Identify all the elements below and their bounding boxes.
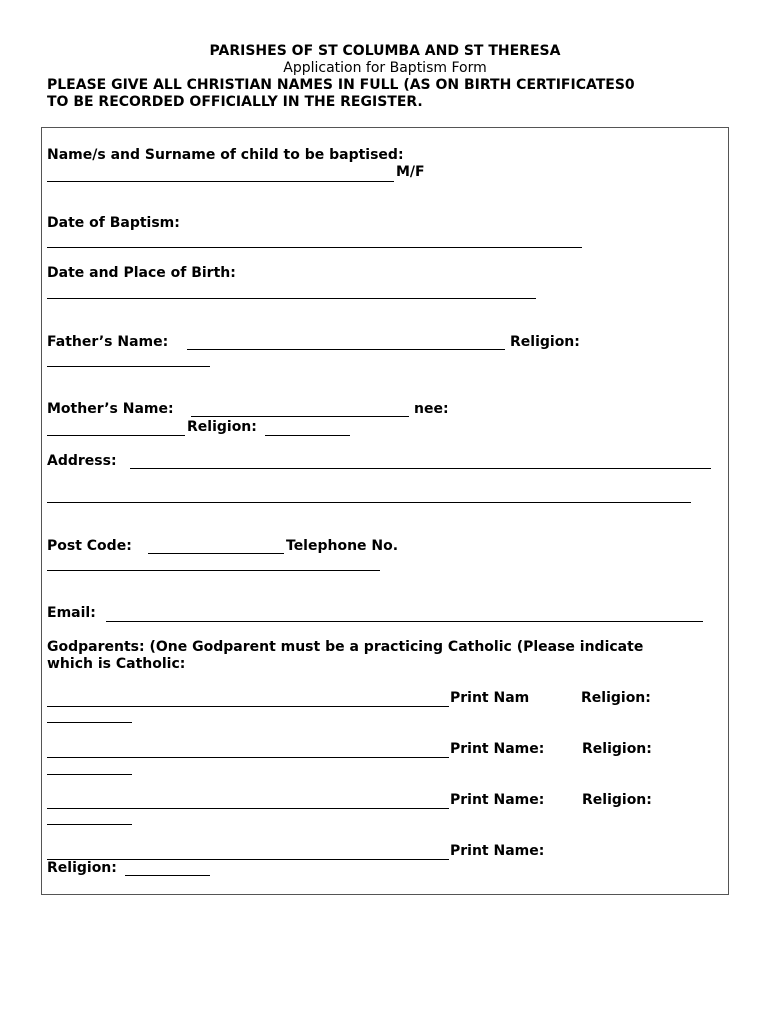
parish-title: PARISHES OF ST COLUMBA AND ST THERESA (209, 43, 561, 59)
form-box (41, 127, 729, 895)
address-line-2[interactable] (47, 502, 691, 503)
godparent-3-line[interactable] (47, 808, 449, 809)
date-of-baptism-label: Date of Baptism: (47, 215, 180, 231)
nee-line[interactable] (47, 435, 185, 436)
email-label: Email: (47, 605, 96, 621)
instruction-line-2: TO BE RECORDED OFFICIALLY IN THE REGISTER. (47, 94, 423, 110)
godparents-instruction-1: Godparents: (One Godparent must be a practicing Catholic (Please indicate (47, 639, 644, 655)
post-code-label: Post Code: (47, 538, 132, 554)
godparent-4-print-label: Print Name: (450, 843, 545, 859)
address-label: Address: (47, 453, 117, 469)
nee-label: nee: (414, 401, 449, 417)
instruction-line-1: PLEASE GIVE ALL CHRISTIAN NAMES IN FULL (AS ON BIRTH CERTIFICATES0 (47, 77, 635, 93)
godparent-1-religion-label: Religion: (581, 690, 651, 706)
godparent-1-religion-line[interactable] (47, 722, 132, 723)
godparent-4-religion-label: Religion: (47, 860, 117, 876)
gender-mf-label: M/F (396, 164, 425, 180)
godparent-2-print-label: Print Name: (450, 741, 545, 757)
email-line[interactable] (106, 621, 703, 622)
mother-religion-label: Religion: (187, 419, 257, 435)
father-religion-label: Religion: (510, 334, 580, 350)
mother-religion-line[interactable] (265, 435, 350, 436)
father-name-label: Father’s Name: (47, 334, 169, 350)
telephone-line[interactable] (47, 570, 380, 571)
child-name-line[interactable] (47, 181, 394, 182)
godparents-instruction-2: which is Catholic: (47, 656, 186, 672)
father-name-line[interactable] (187, 349, 505, 350)
father-religion-line[interactable] (47, 366, 210, 367)
godparent-4-religion-line[interactable] (125, 875, 210, 876)
child-name-label: Name/s and Surname of child to be baptised: (47, 147, 404, 163)
date-place-birth-line[interactable] (47, 298, 536, 299)
godparent-3-religion-line[interactable] (47, 824, 132, 825)
mother-name-label: Mother’s Name: (47, 401, 174, 417)
date-place-birth-label: Date and Place of Birth: (47, 265, 236, 281)
mother-name-line[interactable] (191, 416, 409, 417)
godparent-1-line[interactable] (47, 706, 449, 707)
date-of-baptism-line[interactable] (47, 247, 582, 248)
form-title: Application for Baptism Form (283, 60, 487, 76)
godparent-3-print-label: Print Name: (450, 792, 545, 808)
telephone-label: Telephone No. (286, 538, 399, 554)
godparent-2-line[interactable] (47, 757, 449, 758)
address-line-1[interactable] (130, 468, 711, 469)
godparent-3-religion-label: Religion: (582, 792, 652, 808)
post-code-line[interactable] (148, 553, 284, 554)
godparent-1-print-label: Print Nam (450, 690, 530, 706)
godparent-2-religion-label: Religion: (582, 741, 652, 757)
godparent-2-religion-line[interactable] (47, 774, 132, 775)
